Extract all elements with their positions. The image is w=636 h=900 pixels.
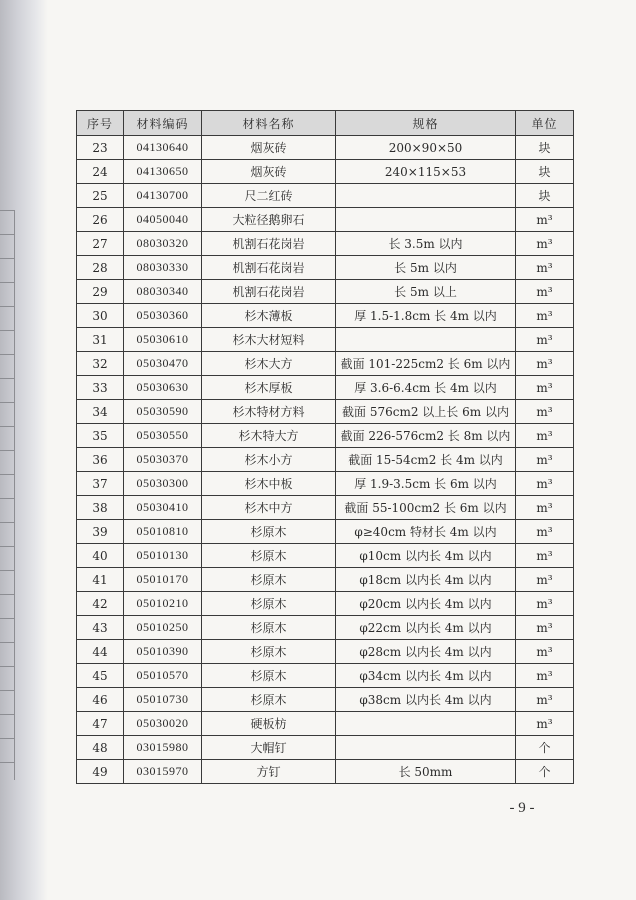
- material-name-cell: 杉木厚板: [202, 376, 336, 400]
- unit-cell: m³: [516, 400, 574, 424]
- material-code-cell: 05030630: [124, 376, 202, 400]
- unit-cell: m³: [516, 544, 574, 568]
- table-row: [77, 760, 574, 784]
- facing-page-rule-line: [0, 498, 14, 499]
- material-code-cell: 05010390: [124, 640, 202, 664]
- material-code-cell: 04130650: [124, 160, 202, 184]
- table-row: [77, 232, 574, 256]
- material-name-cell: 杉木特材方料: [202, 400, 336, 424]
- row-index-cell: 36: [77, 448, 124, 472]
- table-row: [77, 208, 574, 232]
- facing-page-rule-line: [0, 306, 14, 307]
- table-row: [77, 376, 574, 400]
- specification-cell: [336, 184, 516, 208]
- material-name-cell: 杉原木: [202, 592, 336, 616]
- specification-cell: 截面 101-225cm2 长 6m 以内: [336, 352, 516, 376]
- unit-cell: 块: [516, 160, 574, 184]
- material-code-cell: 05010130: [124, 544, 202, 568]
- facing-page-rule-line: [0, 762, 14, 763]
- unit-cell: m³: [516, 208, 574, 232]
- table-row: [77, 544, 574, 568]
- table-row: [77, 592, 574, 616]
- unit-cell: m³: [516, 448, 574, 472]
- facing-page-rule-line: [0, 330, 14, 331]
- row-index-cell: 30: [77, 304, 124, 328]
- specification-cell: 厚 1.9-3.5cm 长 6m 以内: [336, 472, 516, 496]
- material-name-cell: 杉木中方: [202, 496, 336, 520]
- header-unit: 单位: [516, 111, 574, 136]
- document-page: [76, 110, 574, 784]
- header-material-name: 材料名称: [202, 111, 336, 136]
- material-name-cell: 方钉: [202, 760, 336, 784]
- specification-cell: φ38cm 以内长 4m 以内: [336, 688, 516, 712]
- row-index-cell: 26: [77, 208, 124, 232]
- unit-cell: m³: [516, 568, 574, 592]
- facing-page-rule-line: [0, 474, 14, 475]
- facing-page-table-edge: [0, 210, 15, 780]
- material-name-cell: 杉原木: [202, 520, 336, 544]
- specification-cell: φ18cm 以内长 4m 以内: [336, 568, 516, 592]
- facing-page-rule-line: [0, 282, 14, 283]
- specification-cell: [336, 328, 516, 352]
- table-row: [77, 280, 574, 304]
- materials-table: [76, 110, 574, 784]
- table-row: [77, 328, 574, 352]
- row-index-cell: 46: [77, 688, 124, 712]
- row-index-cell: 23: [77, 136, 124, 160]
- material-code-cell: 08030330: [124, 256, 202, 280]
- row-index-cell: 31: [77, 328, 124, 352]
- unit-cell: m³: [516, 304, 574, 328]
- unit-cell: m³: [516, 640, 574, 664]
- material-name-cell: 大帽钉: [202, 736, 336, 760]
- table-row: [77, 520, 574, 544]
- material-code-cell: 05010250: [124, 616, 202, 640]
- row-index-cell: 43: [77, 616, 124, 640]
- material-name-cell: 杉原木: [202, 544, 336, 568]
- unit-cell: m³: [516, 424, 574, 448]
- table-body: [77, 136, 574, 784]
- unit-cell: m³: [516, 496, 574, 520]
- specification-cell: 厚 3.6-6.4cm 长 4m 以内: [336, 376, 516, 400]
- row-index-cell: 41: [77, 568, 124, 592]
- facing-page-rule-line: [0, 210, 14, 211]
- unit-cell: m³: [516, 472, 574, 496]
- table-header-row: [77, 111, 574, 136]
- unit-cell: m³: [516, 616, 574, 640]
- material-name-cell: 机割石花岗岩: [202, 280, 336, 304]
- table-row: [77, 640, 574, 664]
- material-code-cell: 05030020: [124, 712, 202, 736]
- table-row: [77, 256, 574, 280]
- material-code-cell: 05030550: [124, 424, 202, 448]
- specification-cell: φ10cm 以内长 4m 以内: [336, 544, 516, 568]
- facing-page-rule-line: [0, 738, 14, 739]
- table-row: [77, 184, 574, 208]
- material-code-cell: 03015970: [124, 760, 202, 784]
- material-name-cell: 杉木薄板: [202, 304, 336, 328]
- specification-cell: [336, 736, 516, 760]
- row-index-cell: 40: [77, 544, 124, 568]
- facing-page-rule-line: [0, 714, 14, 715]
- material-name-cell: 杉木大材短料: [202, 328, 336, 352]
- page-number: - 9 -: [509, 800, 535, 816]
- material-code-cell: 05030370: [124, 448, 202, 472]
- row-index-cell: 27: [77, 232, 124, 256]
- material-code-cell: 05030590: [124, 400, 202, 424]
- material-code-cell: 08030340: [124, 280, 202, 304]
- specification-cell: [336, 712, 516, 736]
- material-name-cell: 机割石花岗岩: [202, 256, 336, 280]
- specification-cell: φ≥40cm 特材长 4m 以内: [336, 520, 516, 544]
- unit-cell: m³: [516, 520, 574, 544]
- specification-cell: [336, 208, 516, 232]
- specification-cell: 长 50mm: [336, 760, 516, 784]
- specification-cell: 厚 1.5-1.8cm 长 4m 以内: [336, 304, 516, 328]
- row-index-cell: 37: [77, 472, 124, 496]
- material-name-cell: 杉原木: [202, 640, 336, 664]
- material-name-cell: 机割石花岗岩: [202, 232, 336, 256]
- row-index-cell: 38: [77, 496, 124, 520]
- unit-cell: 个: [516, 736, 574, 760]
- specification-cell: 长 5m 以上: [336, 280, 516, 304]
- specification-cell: 200×90×50: [336, 136, 516, 160]
- facing-page-rule-line: [0, 594, 14, 595]
- material-name-cell: 烟灰砖: [202, 160, 336, 184]
- material-name-cell: 杉原木: [202, 664, 336, 688]
- material-code-cell: 05030610: [124, 328, 202, 352]
- row-index-cell: 45: [77, 664, 124, 688]
- material-code-cell: 05010170: [124, 568, 202, 592]
- specification-cell: 240×115×53: [336, 160, 516, 184]
- material-code-cell: 03015980: [124, 736, 202, 760]
- unit-cell: m³: [516, 256, 574, 280]
- material-name-cell: 大粒径鹅卵石: [202, 208, 336, 232]
- header-specification: 规格: [336, 111, 516, 136]
- table-row: [77, 568, 574, 592]
- specification-cell: φ34cm 以内长 4m 以内: [336, 664, 516, 688]
- table-row: [77, 304, 574, 328]
- specification-cell: 长 3.5m 以内: [336, 232, 516, 256]
- material-name-cell: 硬板枋: [202, 712, 336, 736]
- facing-page-rule-line: [0, 546, 14, 547]
- table-row: [77, 160, 574, 184]
- material-name-cell: 杉原木: [202, 688, 336, 712]
- unit-cell: m³: [516, 280, 574, 304]
- facing-page-rule-line: [0, 450, 14, 451]
- facing-page-rule-line: [0, 402, 14, 403]
- table-row: [77, 712, 574, 736]
- material-code-cell: 04050040: [124, 208, 202, 232]
- material-code-cell: 05010810: [124, 520, 202, 544]
- table-row: [77, 424, 574, 448]
- unit-cell: 块: [516, 184, 574, 208]
- facing-page-rule-line: [0, 354, 14, 355]
- facing-page-rule-line: [0, 426, 14, 427]
- row-index-cell: 34: [77, 400, 124, 424]
- row-index-cell: 48: [77, 736, 124, 760]
- table-row: [77, 400, 574, 424]
- table-row: [77, 472, 574, 496]
- unit-cell: m³: [516, 688, 574, 712]
- row-index-cell: 44: [77, 640, 124, 664]
- row-index-cell: 42: [77, 592, 124, 616]
- specification-cell: 截面 226-576cm2 长 8m 以内: [336, 424, 516, 448]
- material-name-cell: 杉木大方: [202, 352, 336, 376]
- table-row: [77, 448, 574, 472]
- specification-cell: 截面 15-54cm2 长 4m 以内: [336, 448, 516, 472]
- table-row: [77, 664, 574, 688]
- material-name-cell: 烟灰砖: [202, 136, 336, 160]
- header-index: 序号: [77, 111, 124, 136]
- material-code-cell: 05010210: [124, 592, 202, 616]
- specification-cell: φ20cm 以内长 4m 以内: [336, 592, 516, 616]
- row-index-cell: 39: [77, 520, 124, 544]
- material-code-cell: 04130640: [124, 136, 202, 160]
- material-name-cell: 杉木小方: [202, 448, 336, 472]
- table-row: [77, 688, 574, 712]
- specification-cell: φ28cm 以内长 4m 以内: [336, 640, 516, 664]
- facing-page-rule-line: [0, 522, 14, 523]
- specification-cell: 长 5m 以内: [336, 256, 516, 280]
- specification-cell: φ22cm 以内长 4m 以内: [336, 616, 516, 640]
- material-name-cell: 尺二红砖: [202, 184, 336, 208]
- unit-cell: m³: [516, 376, 574, 400]
- unit-cell: 个: [516, 760, 574, 784]
- table-row: [77, 496, 574, 520]
- material-name-cell: 杉木特大方: [202, 424, 336, 448]
- specification-cell: 截面 576cm2 以上长 6m 以内: [336, 400, 516, 424]
- row-index-cell: 25: [77, 184, 124, 208]
- material-name-cell: 杉原木: [202, 568, 336, 592]
- row-index-cell: 33: [77, 376, 124, 400]
- facing-page-rule-line: [0, 234, 14, 235]
- material-code-cell: 04130700: [124, 184, 202, 208]
- row-index-cell: 35: [77, 424, 124, 448]
- row-index-cell: 24: [77, 160, 124, 184]
- unit-cell: 块: [516, 136, 574, 160]
- unit-cell: m³: [516, 592, 574, 616]
- material-code-cell: 05030300: [124, 472, 202, 496]
- facing-page-rule-line: [0, 666, 14, 667]
- facing-page-rule-line: [0, 570, 14, 571]
- specification-cell: 截面 55-100cm2 长 6m 以内: [336, 496, 516, 520]
- material-code-cell: 08030320: [124, 232, 202, 256]
- header-material-code: 材料编码: [124, 111, 202, 136]
- table-row: [77, 736, 574, 760]
- row-index-cell: 32: [77, 352, 124, 376]
- table-row: [77, 352, 574, 376]
- material-code-cell: 05030410: [124, 496, 202, 520]
- material-code-cell: 05030360: [124, 304, 202, 328]
- facing-page-rule-line: [0, 378, 14, 379]
- row-index-cell: 28: [77, 256, 124, 280]
- material-name-cell: 杉木中板: [202, 472, 336, 496]
- unit-cell: m³: [516, 232, 574, 256]
- unit-cell: m³: [516, 352, 574, 376]
- row-index-cell: 29: [77, 280, 124, 304]
- facing-page-rule-line: [0, 618, 14, 619]
- table-row: [77, 616, 574, 640]
- facing-page-rule-line: [0, 258, 14, 259]
- material-code-cell: 05010570: [124, 664, 202, 688]
- unit-cell: m³: [516, 328, 574, 352]
- row-index-cell: 49: [77, 760, 124, 784]
- unit-cell: m³: [516, 664, 574, 688]
- table-row: [77, 136, 574, 160]
- facing-page-rule-line: [0, 642, 14, 643]
- row-index-cell: 47: [77, 712, 124, 736]
- material-name-cell: 杉原木: [202, 616, 336, 640]
- material-code-cell: 05030470: [124, 352, 202, 376]
- unit-cell: m³: [516, 712, 574, 736]
- facing-page-rule-line: [0, 690, 14, 691]
- material-code-cell: 05010730: [124, 688, 202, 712]
